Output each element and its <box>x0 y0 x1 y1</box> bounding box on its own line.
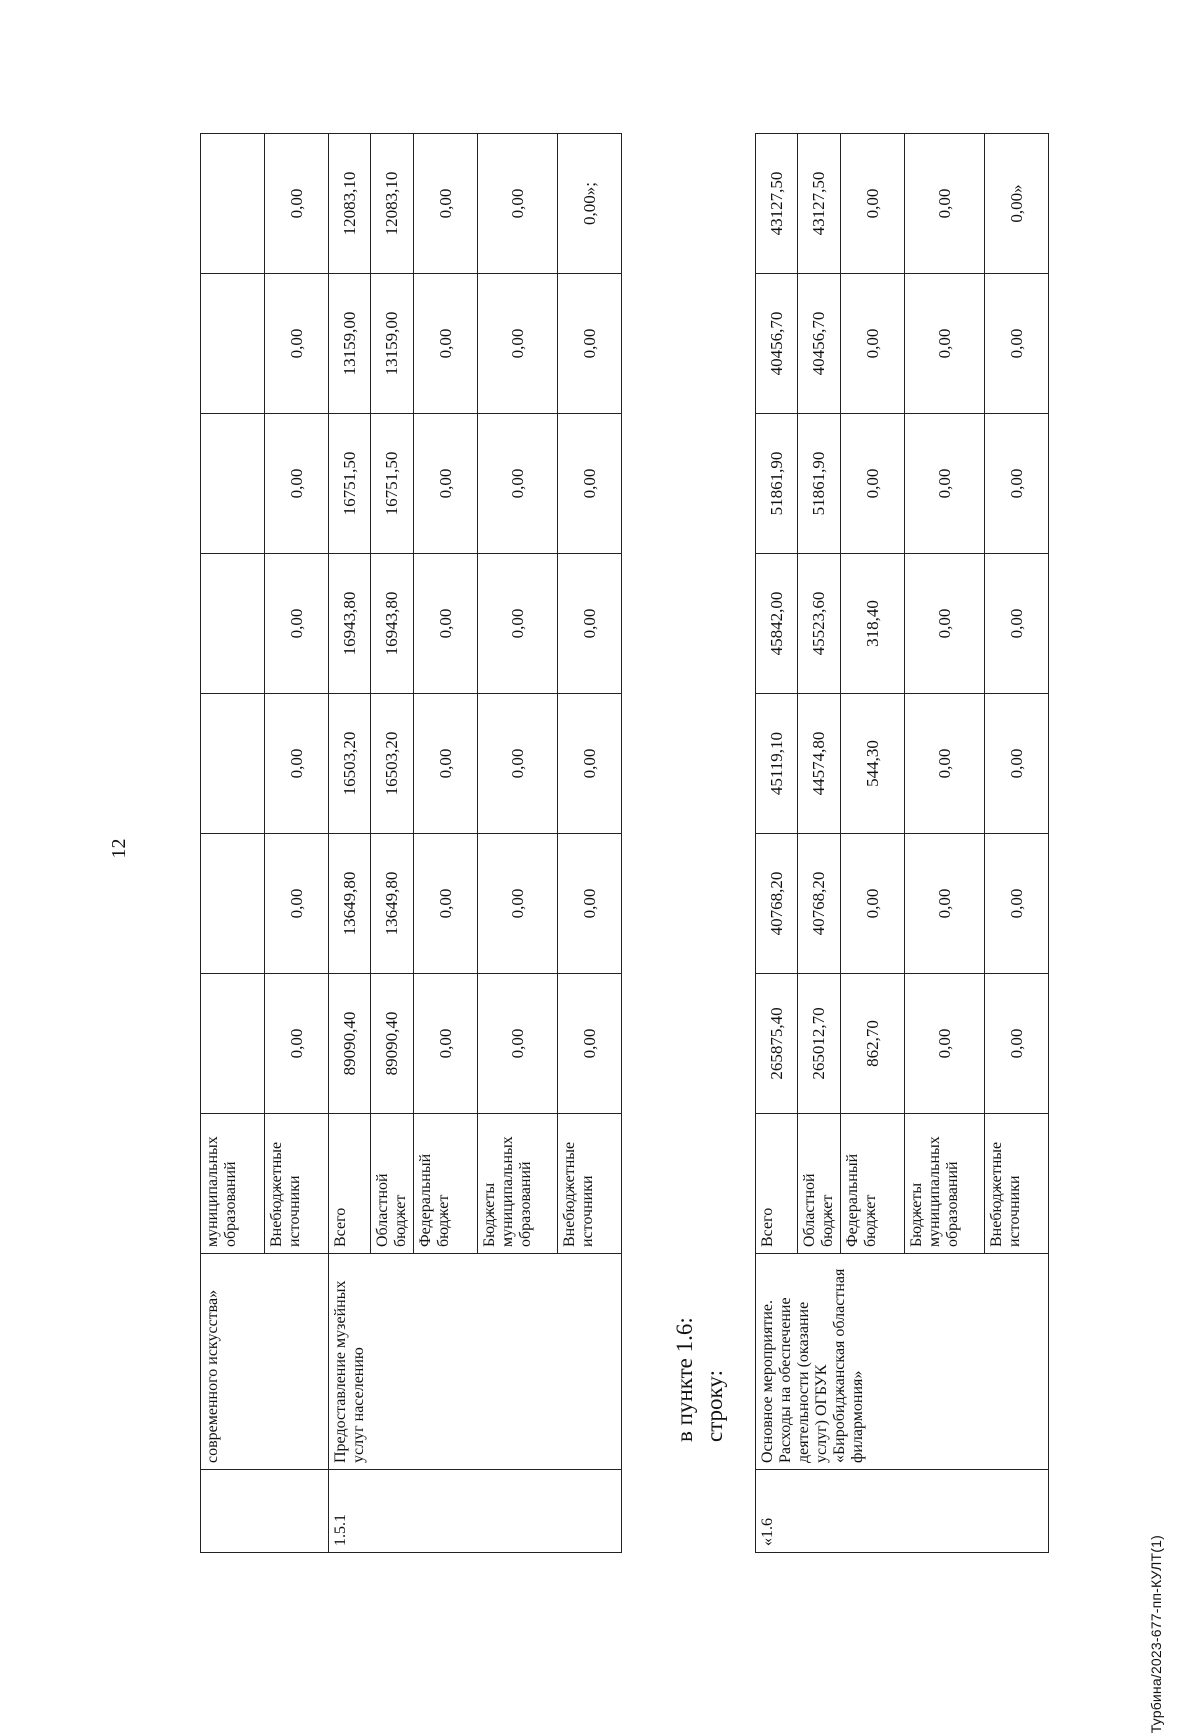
value-year-cell: 0,00 <box>984 414 1048 554</box>
value-year-cell: 13159,00 <box>329 274 371 414</box>
value-year-cell: 0,00 <box>477 134 557 274</box>
value-year-cell: 0,00 <box>413 694 477 834</box>
value-year-cell: 12083,10 <box>371 134 414 274</box>
source-label-cell: Федеральный бюджет <box>413 1114 477 1254</box>
value-year-cell <box>201 134 265 274</box>
intro-line-item: в пункте 1.6: <box>672 1317 697 1442</box>
activity-name-cell: современного искусства» <box>201 1254 329 1470</box>
value-year-cell: 0,00 <box>477 694 557 834</box>
value-year-cell: 0,00 <box>984 554 1048 694</box>
value-year-cell: 0,00 <box>413 134 477 274</box>
value-year-cell: 0,00» <box>984 134 1048 274</box>
value-year-cell: 0,00 <box>840 274 904 414</box>
value-total-cell: 862,70 <box>840 974 904 1114</box>
value-year-cell: 12083,10 <box>329 134 371 274</box>
source-label-cell: Областной бюджет <box>371 1114 414 1254</box>
value-year-cell: 16751,50 <box>329 414 371 554</box>
value-year-cell: 40456,70 <box>756 274 798 414</box>
intro-line-row: строку: <box>701 1370 727 1442</box>
value-year-cell: 0,00 <box>984 274 1048 414</box>
source-label-cell: Всего <box>329 1114 371 1254</box>
document-code: Турбина/2023-677-пп-КУЛТ(1) <box>1148 1535 1164 1733</box>
value-year-cell: 40768,20 <box>798 834 841 974</box>
value-year-cell: 0,00 <box>477 834 557 974</box>
value-year-cell: 0,00 <box>557 274 621 414</box>
value-year-cell: 0,00 <box>557 554 621 694</box>
value-total-cell: 0,00 <box>984 974 1048 1114</box>
source-label-cell: Федеральный бюджет <box>840 1114 904 1254</box>
value-year-cell: 0,00 <box>265 554 329 694</box>
value-year-cell: 0,00 <box>904 414 984 554</box>
value-year-cell: 0,00 <box>557 694 621 834</box>
value-year-cell: 0,00 <box>265 834 329 974</box>
value-year-cell: 0,00 <box>413 554 477 694</box>
value-year-cell <box>201 554 265 694</box>
value-year-cell: 0,00 <box>840 134 904 274</box>
value-year-cell: 45119,10 <box>756 694 798 834</box>
value-year-cell <box>201 274 265 414</box>
table-row <box>201 134 265 1553</box>
budget-table-1-6 <box>755 133 1049 1553</box>
value-total-cell: 0,00 <box>413 974 477 1114</box>
value-year-cell <box>201 414 265 554</box>
value-total-cell: 0,00 <box>477 974 557 1114</box>
value-total-cell <box>201 974 265 1114</box>
value-year-cell: 0,00 <box>265 134 329 274</box>
code-cell: «1.6 <box>756 1470 1049 1553</box>
value-year-cell: 0,00 <box>904 834 984 974</box>
value-year-cell: 13649,80 <box>329 834 371 974</box>
table2-body <box>756 134 1049 1553</box>
value-total-cell: 0,00 <box>265 974 329 1114</box>
value-year-cell: 0,00 <box>265 414 329 554</box>
activity-name-cell: Предоставление музейных услуг населению <box>329 1254 622 1470</box>
value-year-cell: 0,00 <box>557 414 621 554</box>
source-label-cell: Бюджеты муниципальных образований <box>477 1114 557 1254</box>
value-year-cell: 318,40 <box>840 554 904 694</box>
value-year-cell: 0,00 <box>413 274 477 414</box>
value-year-cell: 51861,90 <box>798 414 841 554</box>
value-year-cell: 0,00 <box>840 834 904 974</box>
value-year-cell: 0,00 <box>477 554 557 694</box>
value-year-cell: 0,00 <box>557 834 621 974</box>
table-row <box>756 134 798 1553</box>
value-year-cell: 40456,70 <box>798 274 841 414</box>
value-year-cell: 0,00 <box>904 274 984 414</box>
value-year-cell: 0,00 <box>904 134 984 274</box>
value-year-cell: 544,30 <box>840 694 904 834</box>
value-year-cell: 0,00 <box>265 694 329 834</box>
source-label-cell: Внебюджетные источники <box>557 1114 621 1254</box>
budget-table-1-5-1 <box>200 133 622 1553</box>
value-total-cell: 0,00 <box>557 974 621 1114</box>
value-year-cell: 0,00 <box>984 694 1048 834</box>
amendment-intro <box>670 1317 730 1442</box>
value-year-cell: 16751,50 <box>371 414 414 554</box>
value-total-cell: 89090,40 <box>329 974 371 1114</box>
value-year-cell: 13649,80 <box>371 834 414 974</box>
page-number: 12 <box>108 838 130 859</box>
value-year-cell: 0,00 <box>413 834 477 974</box>
value-year-cell: 0,00»; <box>557 134 621 274</box>
code-cell: 1.5.1 <box>329 1470 622 1553</box>
value-year-cell: 51861,90 <box>756 414 798 554</box>
source-label-cell: муниципальных образований <box>201 1114 265 1254</box>
value-year-cell: 43127,50 <box>756 134 798 274</box>
value-year-cell: 0,00 <box>840 414 904 554</box>
source-label-cell: Бюджеты муниципальных образований <box>904 1114 984 1254</box>
activity-name-cell: Основное мероприятие. Расходы на обеспечение деятельности (оказание услуг) ОГБУК «Биробиджанская областная филармония» <box>756 1254 1049 1470</box>
value-year-cell: 16503,20 <box>329 694 371 834</box>
value-year-cell: 40768,20 <box>756 834 798 974</box>
value-year-cell: 0,00 <box>477 274 557 414</box>
value-year-cell: 0,00 <box>265 274 329 414</box>
source-label-cell: Внебюджетные источники <box>265 1114 329 1254</box>
value-year-cell: 16943,80 <box>329 554 371 694</box>
value-year-cell <box>201 834 265 974</box>
value-year-cell: 0,00 <box>904 554 984 694</box>
value-year-cell: 43127,50 <box>798 134 841 274</box>
value-year-cell <box>201 694 265 834</box>
source-label-cell: Областной бюджет <box>798 1114 841 1254</box>
code-cell <box>201 1470 329 1553</box>
value-total-cell: 265012,70 <box>798 974 841 1114</box>
value-year-cell: 45842,00 <box>756 554 798 694</box>
value-year-cell: 44574,80 <box>798 694 841 834</box>
source-label-cell: Всего <box>756 1114 798 1254</box>
source-label-cell: Внебюджетные источники <box>984 1114 1048 1254</box>
value-year-cell: 16943,80 <box>371 554 414 694</box>
value-year-cell: 16503,20 <box>371 694 414 834</box>
value-total-cell: 265875,40 <box>756 974 798 1114</box>
value-year-cell: 0,00 <box>413 414 477 554</box>
value-year-cell: 0,00 <box>984 834 1048 974</box>
table-row <box>329 134 371 1553</box>
value-year-cell: 45523,60 <box>798 554 841 694</box>
value-year-cell: 0,00 <box>904 694 984 834</box>
value-total-cell: 89090,40 <box>371 974 414 1114</box>
value-total-cell: 0,00 <box>904 974 984 1114</box>
value-year-cell: 13159,00 <box>371 274 414 414</box>
table1-body <box>201 134 622 1553</box>
value-year-cell: 0,00 <box>477 414 557 554</box>
